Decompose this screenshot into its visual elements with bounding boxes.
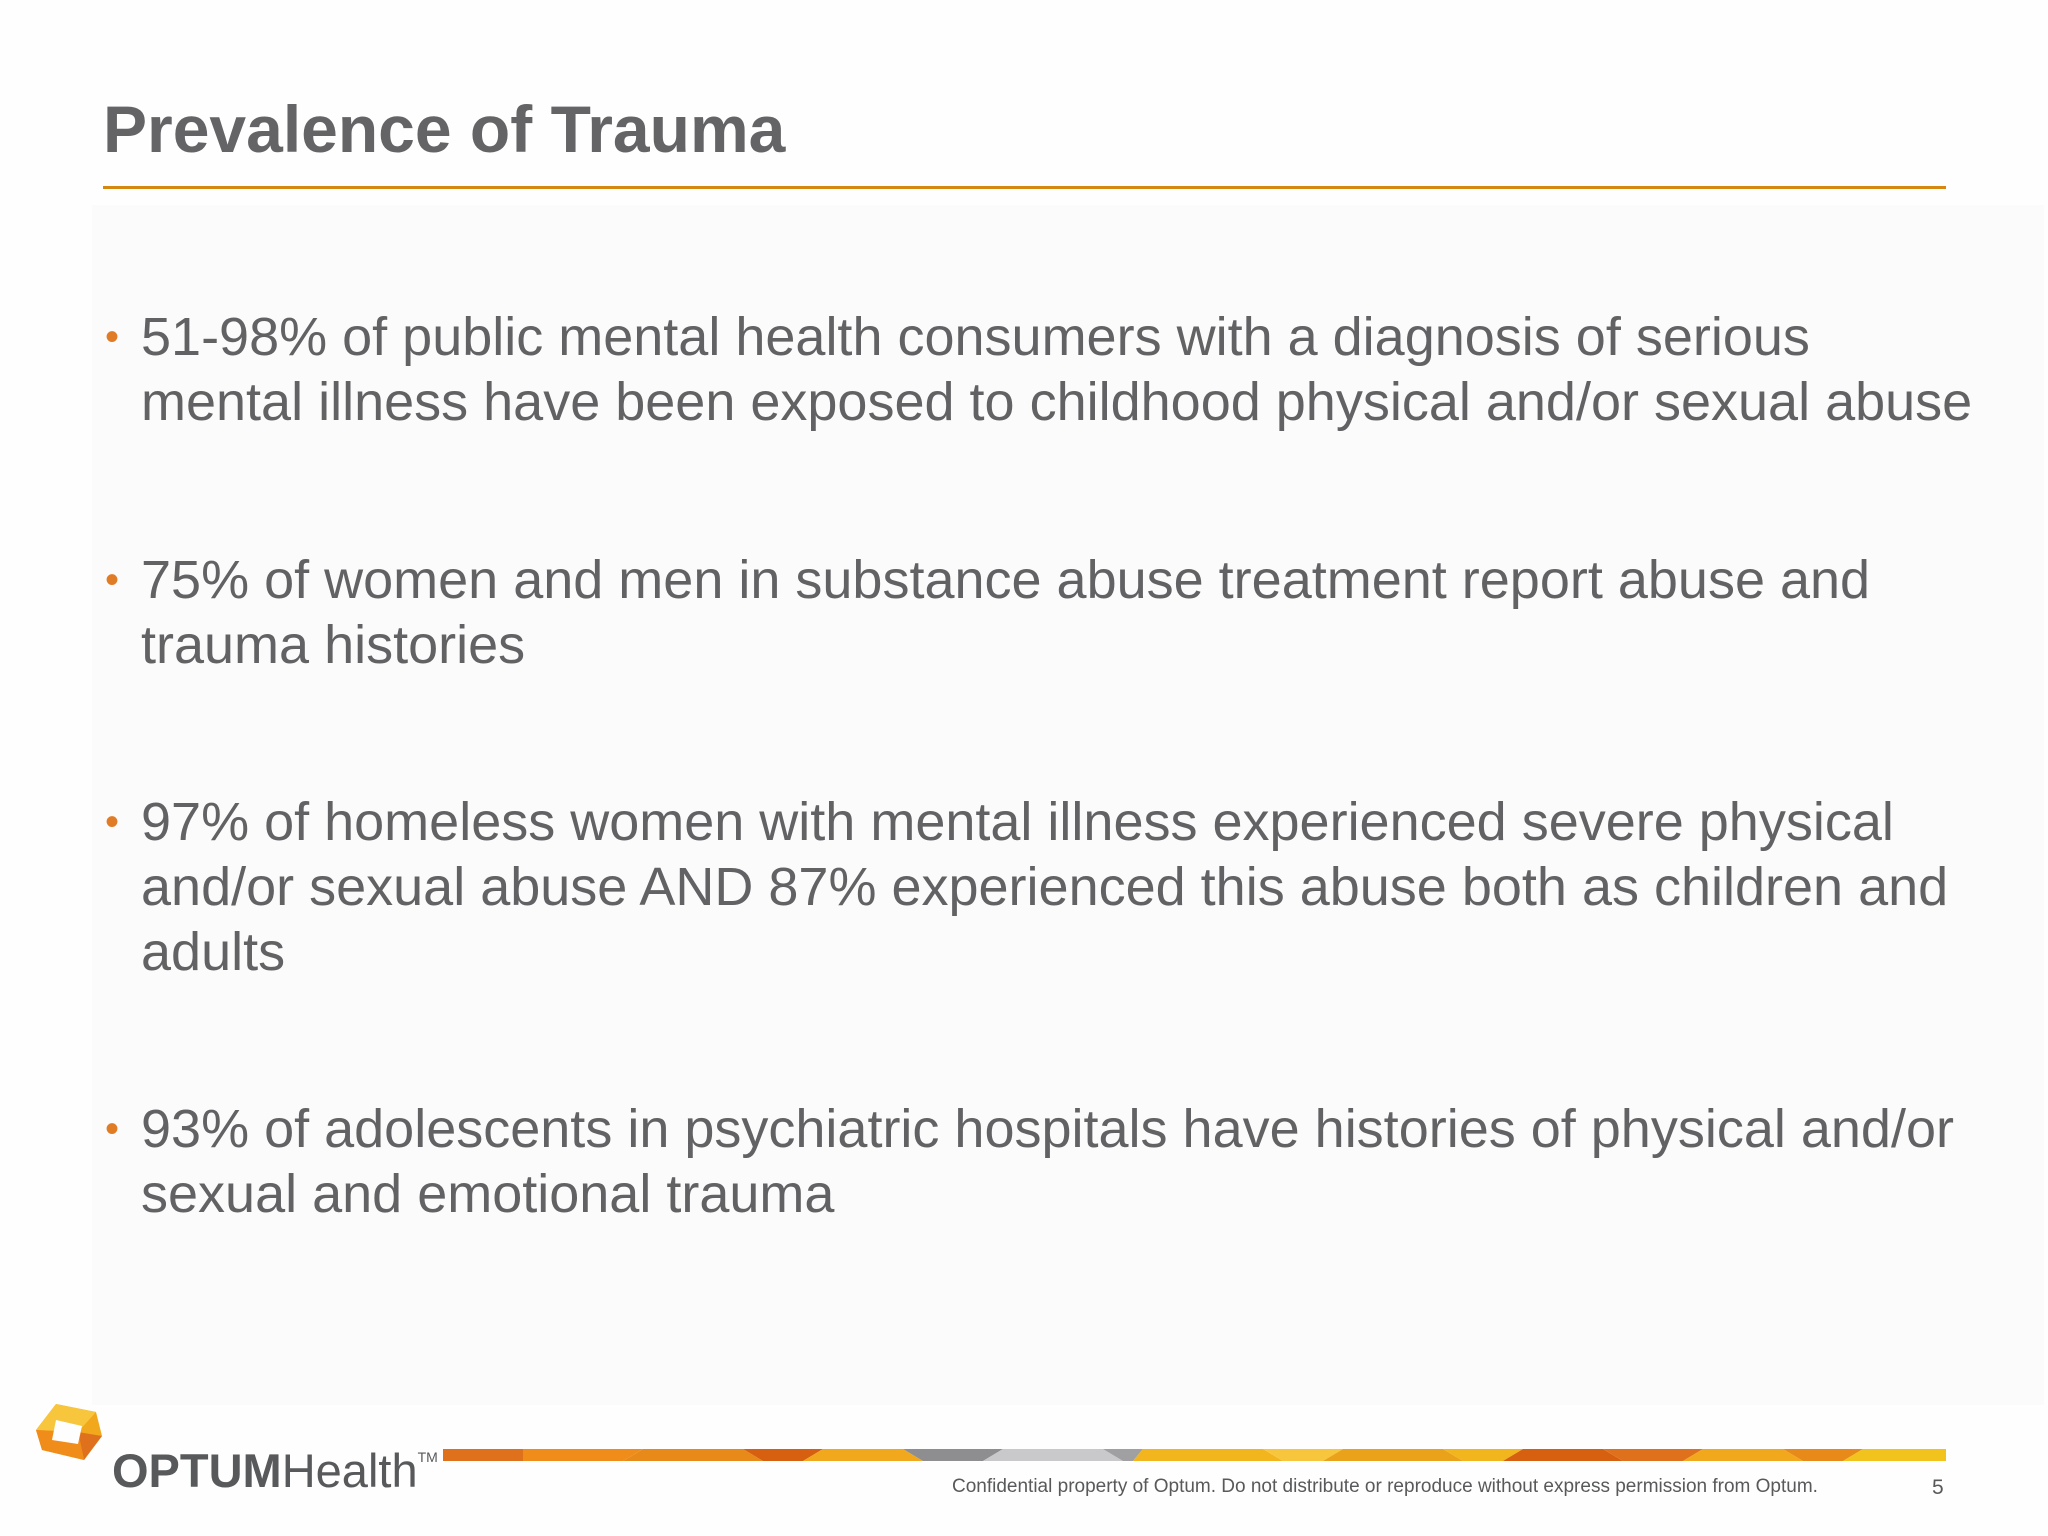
bullet-text: 93% of adolescents in psychiatric hospitals have histories of physical and/or sexual and emotional trauma [141, 1099, 1954, 1224]
slide-title: Prevalence of Trauma [103, 92, 786, 166]
bullet-icon: • [105, 800, 120, 844]
bullet-text: 97% of homeless women with mental illness experienced severe physical and/or sexual abuse AND 87% experienced this abuse both as children and adults [141, 792, 1949, 982]
bullet-text: 75% of women and men in substance abuse treatment report abuse and trauma histories [141, 550, 1871, 675]
footer-stripe [443, 1449, 1946, 1461]
bullet-icon: • [105, 315, 120, 359]
bullet-item [103, 548, 1973, 678]
bullet-icon: • [105, 558, 120, 602]
logo-bold-text: OPTUM [112, 1444, 282, 1497]
bullet-icon: • [105, 1107, 120, 1151]
bullet-list [103, 305, 1973, 1227]
bullet-item [103, 305, 1973, 435]
logo-light-text: Health [281, 1444, 418, 1497]
bullet-text: 51-98% of public mental health consumers with a diagnosis of serious mental illness have been exposed to childhood physical and/or sexual abuse [141, 307, 1973, 432]
logo-wordmark [112, 1443, 438, 1498]
trademark: TM [417, 1449, 438, 1465]
confidentiality-notice: Confidential property of Optum. Do not distribute or reproduce without express permission from Optum. [952, 1476, 1818, 1497]
page-number: 5 [1932, 1476, 1944, 1499]
bullet-item [103, 790, 1973, 985]
title-divider [103, 186, 1946, 189]
bullet-item [103, 1097, 1973, 1227]
